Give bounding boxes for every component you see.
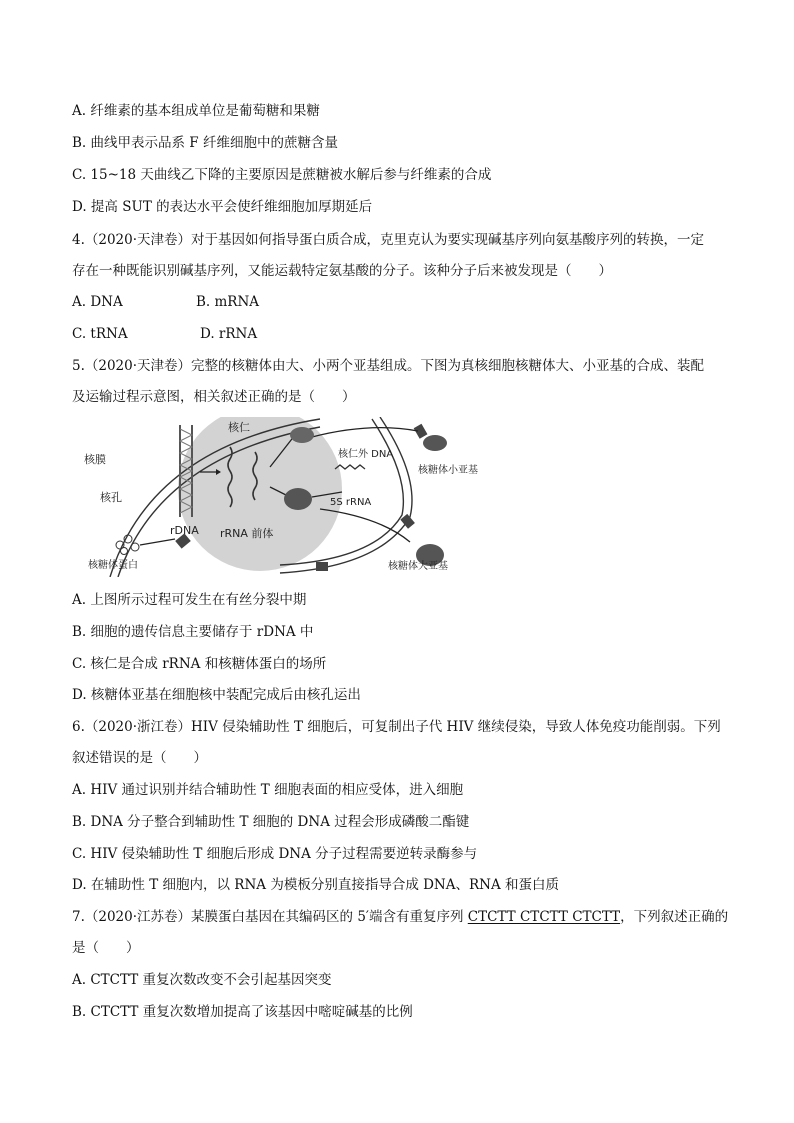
q7-stem-line1 xyxy=(72,908,728,926)
q3-option-d: D. 提高 SUT 的表达水平会使纤维细胞加厚期延后 xyxy=(72,199,373,215)
q7-stem-line2: 是（ ） xyxy=(72,940,140,956)
q4-option-c: C. tRNA xyxy=(72,326,128,342)
label-rdna: rDNA xyxy=(170,524,199,537)
q6-option-c: C. HIV 侵染辅助性 T 细胞后形成 DNA 分子过程需要逆转录酶参与 xyxy=(72,846,478,862)
q7-option-b: B. CTCTT 重复次数增加提高了该基因中嘧啶碱基的比例 xyxy=(72,1004,413,1020)
q6-option-a: A. HIV 通过识别并结合辅助性 T 细胞表面的相应受体，进入细胞 xyxy=(72,782,464,798)
q5-stem-line1: 5.（2020·天津卷）完整的核糖体由大、小两个亚基组成。下图为真核细胞核糖体大、小亚基的合成、装配 xyxy=(72,358,705,374)
q5-option-b: B. 细胞的遗传信息主要储存于 rDNA 中 xyxy=(72,624,314,640)
q7-stem-prefix: 7.（2020·江苏卷）某膜蛋白基因在其编码区的 5′端含有重复序列 xyxy=(72,909,468,925)
q7-stem-suffix: ，下列叙述正确的 xyxy=(620,909,729,925)
q6-stem-line1: 6.（2020·浙江卷）HIV 侵染辅助性 T 细胞后，可复制出子代 HIV 继续侵染，导致人体免疫功能削弱。下列 xyxy=(72,719,721,735)
q6-option-d: D. 在辅助性 T 细胞内，以 RNA 为模板分别直接指导合成 DNA、RNA 和蛋白质 xyxy=(72,877,560,893)
label-extranucleolar-dna: 核仁外 DNA xyxy=(338,449,394,460)
arrow xyxy=(140,539,175,545)
ribosomal-protein xyxy=(131,543,139,551)
q5-stem-line2: 及运输过程示意图，相关叙述正确的是（ ） xyxy=(72,389,356,405)
label-ribosomal-protein: 核糖体蛋白 xyxy=(88,560,138,571)
label-nuclear-membrane: 核膜 xyxy=(84,453,106,466)
large-subunit-in-nucleolus xyxy=(284,488,312,510)
nucleolus-region xyxy=(178,417,342,571)
q4-option-a: A. DNA xyxy=(72,294,123,310)
q5-option-c: C. 核仁是合成 rRNA 和核糖体蛋白的场所 xyxy=(72,656,327,672)
label-5s-rrna: 5S rRNA xyxy=(330,497,372,508)
q4-stem-line2: 存在一种既能识别碱基序列，又能运载特定氨基酸的分子。该种分子后来被发现是（ ） xyxy=(72,263,612,279)
extranucleolar-dna-helix xyxy=(335,465,365,469)
q7-repeat-sequence: CTCTT CTCTT CTCTT xyxy=(467,909,621,925)
label-nuclear-pore: 核孔 xyxy=(100,491,122,504)
ribosome-assembly-figure xyxy=(80,417,490,577)
label-rrna-precursor: rRNA 前体 xyxy=(220,527,274,540)
q5-option-d: D. 核糖体亚基在细胞核中装配完成后由核孔运出 xyxy=(72,687,361,703)
q7-option-a: A. CTCTT 重复次数改变不会引起基因突变 xyxy=(72,972,332,988)
q4-option-b: B. mRNA xyxy=(196,294,260,310)
small-subunit-exported xyxy=(423,435,447,451)
q3-option-b: B. 曲线甲表示品系 F 纤维细胞中的蔗糖含量 xyxy=(72,135,338,151)
arrow xyxy=(312,428,418,437)
q3-option-c: C. 15~18 天曲线乙下降的主要原因是蔗糖被水解后参与纤维素的合成 xyxy=(72,167,492,183)
q5-option-a: A. 上图所示过程可发生在有丝分裂中期 xyxy=(72,592,307,608)
label-small-subunit: 核糖体小亚基 xyxy=(418,465,478,476)
q4-stem-line1: 4.（2020·天津卷）对于基因如何指导蛋白质合成，克里克认为要实现碱基序列向氨基酸序列的转换，一定 xyxy=(72,232,705,248)
q3-option-a: A. 纤维素的基本组成单位是葡萄糖和果糖 xyxy=(72,103,320,119)
small-subunit-in-nucleolus xyxy=(290,427,314,443)
label-large-subunit: 核糖体大亚基 xyxy=(388,561,448,572)
q4-option-d: D. rRNA xyxy=(200,326,258,342)
label-nucleolus: 核仁 xyxy=(228,421,250,434)
ribosomal-protein xyxy=(121,548,128,555)
nuclear-pore xyxy=(316,562,328,571)
q6-option-b: B. DNA 分子整合到辅助性 T 细胞的 DNA 过程会形成磷酸二酯键 xyxy=(72,814,470,830)
q6-stem-line2: 叙述错误的是（ ） xyxy=(72,750,207,766)
